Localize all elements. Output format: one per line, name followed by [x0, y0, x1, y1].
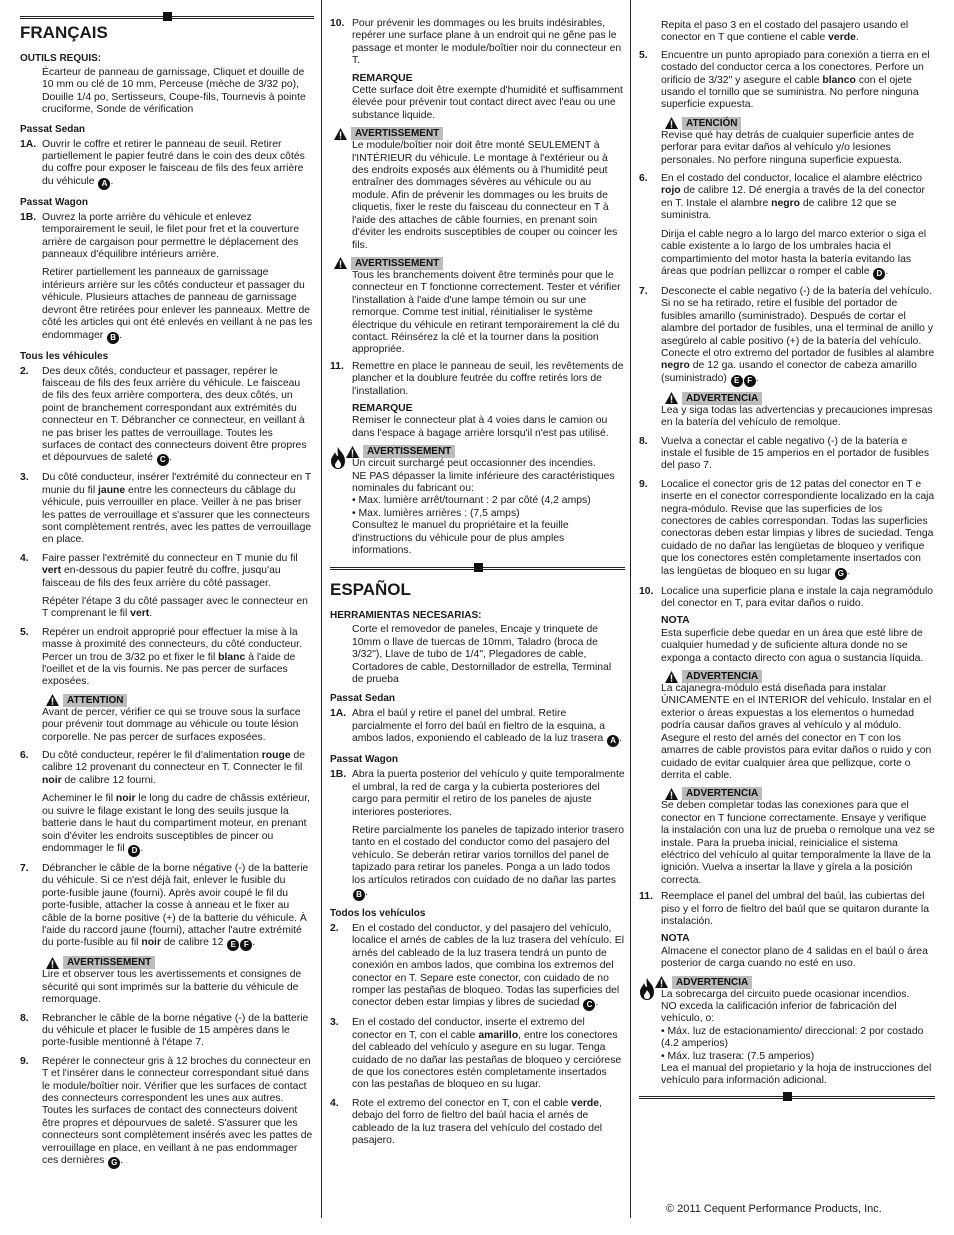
step-text: en-dessous du papier feutré du coffre, jusqu'au faisceau de fils des feux arrière du côté passager. [42, 565, 281, 589]
step-number: 7. [20, 862, 29, 874]
step-text: le long du cadre de châssis extérieur, ou suivre le filage existant le long des seuils jusque la batterie dans le haut du compartiment moteur, en prenant soin d'éviter les endroits susceptibles de pincer ou endommager le fil [42, 793, 310, 854]
step-text: de 12 ga. usando el conector de cabeza amarillo (suministrado) [661, 360, 917, 384]
warning-title: ATTENTION [63, 694, 127, 707]
badge-c: C [157, 454, 169, 466]
step-text: Du côté conducteur, repérer le fil d'alimentation [42, 750, 262, 762]
warning-icon [665, 117, 678, 129]
step-number: 11. [330, 360, 344, 372]
step-number: 3. [330, 1017, 339, 1029]
wire-color: noir [42, 774, 62, 786]
warning-text: Lire et observer tous les avertissements et consignes de sécurité qui sont imprimés sur la batterie du véhicule de remorquage. [42, 969, 302, 1006]
warning-bullet: • Máx. luz de estacionamiento/ direccional: 2 por costado (4.2 amperios) [661, 1025, 924, 1050]
warning-icon [665, 392, 678, 404]
step-1b: 1B. Ouvrez la porte arrière du véhicule et enlevez temporairement le seuil, le filet pour fret et la couverture arrière de cargaison pour permettre le déplacement des panneaux d'équilibre intérieurs arrière. Retirer partiellement les panneaux de garnissage intérieurs arrière sur les côtés conducteur et passager du véhicule. Plusieurs attaches de panneau de garnissage devront être retirées pour enlever les panneaux. Mettre de côté les articles qui ont été enlevés en veillant à ne pas les endommager B . [20, 211, 313, 342]
step-text: Des deux côtés, conducteur et passager, repérer le faisceau de fils des feux arrière du véhicule. Le faisceau de fils des feux arrière comportera, des deux côtés, un point de branchement correspondant aux extrémités du connecteur en T. Débrancher ce connecteur, en veillant à ne pas briser les pattes de verrouillage. Toutes les surfaces de contact des connecteurs doivent être propres et dépourvues de saleté [42, 365, 307, 464]
attention-label [46, 694, 314, 707]
column-2 [330, 18, 625, 1147]
section-rule [20, 16, 314, 19]
badge-e: E [227, 939, 239, 951]
step-9: 9. Repérer le connecteur gris à 12 broches du connecteur en T et l'insérer dans le connecteur correspondant situé dans le module/boîtier noir. Vérifier que les surfaces de contact des connecteurs correspondent les unes aux autres. Toutes les surfaces de contact des connecteurs doivent être propres et dépourvues de saleté. S'assurer que les connecteurs sont complètement insérés avec les pattes de verrouillage en place, en veillant à ne pas endommager ces dernières G . [20, 1055, 313, 1168]
warning-text: Tous les branchements doivent être terminés pour que le connecteur en T fonctionne correctement. Tester et vérifier l'installation à l'aide d'une lampe témoin ou sur une remorque. Comme test initial, réinitialiser le système électrique du véhicule en retirant temporairement la clé du contact. Réinsérez la clé et la tourner dans la position appropriée. [352, 269, 621, 356]
note-text: Cette surface doit être exempte d'humidité et suffisamment élevée pour prévenir tout contact direct avec l'eau ou une substance liquide. [352, 85, 623, 121]
step-1a: 1A. Ouvrir le coffre et retirer le panneau de seuil. Retirer partiellement le papier feutré dans le coin des deux côtés du coffre pour exposer le faisceau de fils des feux arrière du véhicule A . [20, 138, 305, 188]
copyright: © 2011 Cequent Performance Products, Inc. [666, 1203, 882, 1215]
step-number: 6. [639, 173, 648, 185]
step-number: 1B. [20, 211, 37, 223]
wire-color: negro [661, 360, 690, 372]
badge-b: B [353, 889, 365, 901]
wire-color: verde [828, 32, 856, 44]
warning-text: NE PAS dépasser la limite inférieure des caractéristiques nominales du fabricant ou: [352, 470, 615, 494]
step-text: de calibre 12 que se suministra. [661, 197, 897, 222]
step-number: 6. [20, 750, 29, 762]
step-2: 2. Des deux côtés, conducteur et passager, repérer le faisceau de fils des feux arrière du véhicule. Le faisceau de fils des feux arrière comportera, des deux côtés, un point de branchement correspondant aux extrémités du connecteur en T. Débrancher ce connecteur, en veillant à ne pas briser les pattes de verrouillage. Toutes les surfaces de contact des connecteurs doivent être propres et dépourvues de saleté C . [20, 365, 307, 465]
warning-title: ATENCIÓN [682, 117, 741, 130]
step-text: Localice una superficie plana e instale la caja negramódulo del conector en T, para evitar daños o ruido. [661, 585, 934, 610]
badge-e: E [731, 375, 743, 387]
badge-f: F [240, 939, 252, 951]
step-number: 8. [639, 435, 648, 447]
step-number: 7. [639, 285, 648, 297]
warning-text: La cajanegra-módulo está diseñada para instalar ÚNICAMENTE en el INTERIOR del vehículo. Instalar en el exterior o áreas expuestas a los elementos o humedad podría causar daños graves al vehículo y al módulo. Asegure el resto del arnés del conector en T con los amarres de cable provistos para evitar daños o ruido y con cuidado de evitar cualquier área que pellizque, corte o derrita el cable. [661, 683, 932, 781]
step-text: Dirija el cable negro a lo largo del marco exterior o siga el cable existente a lo largo de los umbrales hacia el compartimiento del motor hasta la batería evitando las áreas que podrían pellizcar o romper el cable [661, 228, 927, 277]
wire-color: blanc [218, 651, 246, 663]
step-number: 2. [20, 365, 29, 377]
step-2: 2. En el costado del conductor, y del pasajero del vehículo, localice el arnés de cables de la luz trasera del vehículo. El arnés del cableado de la luz trasera tendrá un punto de conexión en ambos lados, que combina los extremos del conector en T. Separe este conector, con cuidado de no romper las pestañas de bloqueo. Todas las superficies del conector deben estar limpias y libres de suciedad C . [330, 922, 625, 1010]
badge-g: G [835, 568, 847, 580]
french-title: FRANÇAIS [20, 23, 108, 42]
step-1b: 1B. Abra la puerta posterior del vehículo y quite temporalmente el umbral, la red de carga y la cubierta posteriores del cargo para permitir el retiro de los paneles de ajuste interiores posteriores. Retire parcialmente los paneles de tapizado interior trasero tanto en el costado del conductor como del pasajero del vehículo. Se deberán retirar varios tornillos del panel de tapizado para retirar los paneles. Ponga a un lado todos los artículos retirados con cuidado de no dañar las partes B . [330, 769, 625, 899]
step-number: 1B. [330, 769, 347, 781]
warning-label [346, 445, 625, 458]
note-label: REMARQUE [352, 402, 413, 414]
warning-title: ADVERTENCIA [682, 670, 762, 683]
wire-color: rojo [661, 185, 681, 197]
wire-color: noir [141, 937, 161, 949]
wire-color: amarillo [478, 1029, 519, 1041]
step-number: 9. [639, 478, 648, 490]
badge-g: G [108, 1157, 120, 1169]
warning-icon [334, 128, 347, 140]
step-8 [639, 436, 935, 473]
warning-title: AVERTISSEMENT [351, 127, 443, 140]
badge-d: D [128, 845, 140, 857]
step-text: de calibre 12 fourni. [61, 774, 156, 786]
warning-text: Un circuit surchargé peut occasionner des incendies. [352, 458, 596, 470]
step-text: . [149, 608, 153, 620]
wire-color: blanco [822, 74, 856, 86]
step-number: 8. [20, 1012, 29, 1024]
step-9: 9. Localice el conector gris de 12 patas del conector en T e inserte en el conector correspondiente localizado en la caja negra-módulo. Revise que las superficies de los conectores de cables correspondan. Todas las superficies conectoras deben estar limpias y libres de suciedad. Tenga cuidado de no dañar las lengüetas de bloqueo y verifique que los conectores estén completamente insertados con las lengüetas de bloqueo en su lugar G . [639, 478, 935, 578]
spanish-title: ESPAÑOL [330, 580, 411, 600]
step-text: Reemplace el panel del umbral del baúl, las cubiertas del piso y el forro de fieltro del baúl que se quitaron durante la instalación. [661, 891, 930, 927]
column-divider [630, 0, 631, 1218]
wire-color: vert [130, 608, 150, 620]
wagon-label: Passat Wagon [330, 754, 398, 766]
warning-text: NO exceda la calificación inferior de fabricación del vehículo, o: [661, 1001, 897, 1025]
warning-label [665, 392, 935, 405]
step-text: Repérer le connecteur gris à 12 broches du connecteur en T et l'insérer dans le connecteur correspondant situé dans le module/boîtier noir. Vérifier que les surfaces de contact des connecteurs correspondent les unes aux autres. Toutes les surfaces de contact des connecteurs doivent être propres et dépourvues de saleté. S'assurer que les connecteurs sont complètement insérés avec les pattes de verrouillage en place, en veillant à ne pas endommager ces dernières [42, 1055, 313, 1167]
warning-title: AVERTISSEMENT [63, 956, 155, 969]
warning-bullet: • Máx. luz trasera: (7.5 amperios) [661, 1050, 815, 1062]
step-text: Repita el paso 3 en el costado del pasajero usando el conector en T que contiene el cable [661, 20, 909, 44]
wagon-label: Passat Wagon [20, 196, 88, 208]
sedan-label: Passat Sedan [20, 123, 86, 135]
warning-title: ADVERTENCIA [672, 976, 752, 989]
step-text: Repérer un endroit approprié pour effectuer la mise à la masse à proximité des connecteurs, du côté conducteur. Percer un trou de 3/32 po et fixer le fil [42, 626, 302, 663]
warning-icon [46, 957, 59, 969]
step-text: En el costado del conductor, localice el alambre eléctrico [661, 173, 923, 185]
step-10 [330, 18, 625, 68]
warning-label [46, 956, 314, 969]
step-text: Rebrancher le câble de la borne négative (-) de la batterie du véhicule et placer le fusible de 15 ampères dans le porte-fusible mentionné à l'étape 7. [42, 1012, 309, 1049]
warning-text: La sobrecarga del circuito puede ocasionar incendios. [661, 988, 910, 1000]
step-11 [639, 891, 935, 928]
warning-bullet: • Max. lumière arrêt/tournant : 2 par côté (4,2 amps) [352, 495, 591, 507]
warning-icon [655, 976, 668, 988]
wire-color: noir [115, 793, 136, 805]
badge-a: A [98, 178, 110, 190]
warning-title: ADVERTENCIA [682, 787, 762, 800]
step-number: 11. [639, 891, 653, 903]
all-vehicles-label: Tous les véhicules [20, 350, 109, 362]
badge-f: F [744, 375, 756, 387]
badge-b: B [107, 332, 119, 344]
step-8 [20, 1013, 314, 1050]
step-text: Ouvrez la porte arrière du véhicule et enlevez temporairement le seuil, le filet pour fret et la couverture arrière de cargaison pour permettre le déplacement des panneaux d'équilibre intérieurs arrière. [42, 211, 300, 261]
warning-text: Le module/boîtier noir doit être monté SEULEMENT à l'INTÉRIEUR du véhicule. Le montage à l'extérieur ou à des endroits exposés aux éléments ou à l'humidité peut entraîner des dommages sévères au véhicule ou au module. Afin de prévenir les dommages ou les bruits de cliquetis, fixer le reste du faisceau du connecteur en T à l'aide des attaches de câble fournies, en prenant soin d'éviter les endroits susceptibles de couper ou coincer les fils. [352, 140, 618, 251]
step-5 [639, 50, 935, 112]
step-10 [639, 586, 935, 611]
step-number: 5. [639, 49, 648, 61]
step-6: 6. En el costado del conductor, localice el alambre eléctrico rojo de calibre 12. Dé energía a través de la del conector en T. Instale el alambre negro de calibre 12 que se suministra. Dirija el cable negro a lo largo del marco exterior o siga el cable existente a lo largo de los umbrales hacia el compartimiento del motor hasta la batería evitando las áreas que podrían pellizcar o romper el cable D . [639, 173, 927, 278]
step-4 [20, 553, 314, 621]
step-number: 10. [639, 585, 654, 597]
fire-icon [637, 977, 657, 1005]
step-3 [20, 472, 314, 546]
note-text: Esta superficie debe quedar en un área que esté libre de cualquier humedad y de suficiente altura donde no se exponga a contacto directo con agua o sustancia líquida. [661, 627, 924, 664]
step-number: 9. [20, 1055, 29, 1067]
step-text: En el costado del conductor, inserte el extremo del conector en T, con el cable [352, 1017, 585, 1041]
warning-label [334, 127, 625, 140]
step-4 [330, 1098, 625, 1148]
step-11 [330, 361, 625, 398]
step-text: , entre los conectores del cableado del vehículo y asegure en su lugar. Tenga cuidado de no dañar las pestañas de bloqueo y cerciórese de que los conectores estén completamente insertados con las pestañas de bloqueo en su lugar. [352, 1029, 622, 1091]
step-text: Rote el extremo del conector en T, con el cable [352, 1097, 572, 1109]
step-text: Abra la puerta posterior del vehículo y quite temporalmente el umbral, la red de carga y la cubierta posteriores del cargo para permitir el retiro de los paneles de ajuste interiores posteriores. [352, 769, 625, 818]
wire-color: rouge [261, 750, 291, 762]
step-text: Encuentre un punto apropiado para conexión a tierra en el costado del conductor cerca a los conectores. Perfore un orificio de 3/32" y asegure el cable [661, 49, 930, 86]
warning-label [665, 670, 935, 683]
french-column-1 [20, 16, 314, 1169]
warning-text: Revise qué hay detrás de cualquier superficie antes de perforar para evitar daños al vehículo y/o lesiones personales. No perfore ninguna superficie expuesta. [661, 129, 914, 166]
warning-text: Consultez le manuel du propriétaire et la feuille d'instructions du véhicule pour de plus amples informations. [352, 520, 569, 557]
step-text: Abra el baúl y retire el panel del umbral. Retire parcialmente el forro del baúl en fieltro de la esquina, a ambos lados, exponiendo el cableado de la luz trasera [352, 708, 605, 745]
step-text: de calibre 12. Dé energía a través de la del conector en T. Instale el alambre [661, 185, 925, 209]
badge-d: D [873, 268, 885, 280]
step-1a: 1A. Abra el baúl y retire el panel del umbral. Retire parcialmente el forro del baúl en fieltro de la esquina, a ambos lados, exponiendo el cableado de la luz trasera A . [330, 708, 623, 746]
warning-icon [346, 446, 359, 458]
tools-label: OUTILS REQUIS: [20, 53, 102, 64]
step-text: Remettre en place le panneau de seuil, les revêtements de plancher et la doublure feutrée du coffre retirés lors de l'installation. [352, 360, 624, 397]
step-text: à l'aide de l'oeillet et de la vis fournis. Ne pas percer de surfaces exposées. [42, 651, 296, 688]
warning-text: Lea el manual del propietario y la hoja de instrucciones del vehículo para información adicional. [661, 1063, 932, 1087]
step-text: de calibre 12 provenant du connecteur en T. Connecter le fil [42, 750, 306, 774]
warning-icon [334, 257, 347, 269]
step-text: Ouvrir le coffre et retirer le panneau de seuil. Retirer partiellement le papier feutré dans le coin des deux côtés du coffre pour exposer le faisceau de fils des feux arrière du véhicule [42, 138, 305, 187]
warning-title: AVERTISSEMENT [363, 445, 455, 458]
section-rule [639, 1096, 935, 1099]
note-label: REMARQUE [352, 72, 413, 84]
tools-list: Corte el removedor de paneles, Encaje y trinquete de 10mm o llave de tuercas de 10mm, Taladro (broca de 3/32"), Llave de tubo de 1/4", Plegadores de cable, Cortadores de cable, Destornillador de estrella, Terminal de prueba [352, 624, 612, 686]
step-7: 7. Débrancher le câble de la borne négative (-) de la batterie du véhicule. Si ce n'est déjà fait, enlever le fusible du porte-fusible jaune (fourni). Après avoir coupé le fil du porte-fusible, attacher la cosse à anneau et le fixer au câble de la borne positive (+) de la batterie du véhicule. À l'aide du raccord jaune (fourni), attacher l'autre extrémité du porte-fusible au fil noir de calibre 12 E F . [20, 862, 309, 950]
warning-label [665, 787, 935, 800]
warning-icon [665, 788, 678, 800]
wire-color: negro [771, 197, 801, 209]
step-text: Retirer partiellement les panneaux de garnissage intérieurs arrière sur les côtés conducteur et passager du véhicule. Plusieurs attaches de panneau de garnissage devront être retirées pour enlever les panneaux. Mettre de côté les articles qui ont été enlevés en veillant à ne pas les endommager [42, 267, 313, 341]
step-text: entre les connecteurs du câblage du véhicule, puis verrouiller en place. Veiller à ne pas briser les pattes de verrouillage et s'assurer que les connecteurs sont complètement rentrés, avec les pattes de verrouillage en place. [42, 484, 312, 546]
step-number: 10. [330, 18, 345, 29]
step-text: Pour prévenir les dommages ou les bruits indésirables, repérer une surface plane à un endroit qui ne gêne pas le passage et monter le module/boîtier noir du connecteur en T. [352, 18, 622, 67]
warning-icon [665, 671, 678, 683]
wire-color: vert [42, 565, 62, 577]
step-text: En el costado del conductor, y del pasajero del vehículo, localice el arnés de cables de la luz trasera del vehículo. El arnés del cableado de la luz trasera tendrá un punto de conexión en ambos lados, que combina los extremos del conector en T. Separe este conector, con cuidado de no romper las pestañas de bloqueo. Todas las superficies del conector deben estar limpias y libres de suciedad [352, 922, 625, 1009]
step-text: , debajo del forro de fieltro del baúl hacia el arnés de cableado de la luz trasera del vehículo del costado del pasajero. [352, 1097, 603, 1147]
section-rule [330, 567, 625, 570]
step-4-continued [661, 20, 935, 45]
step-number: 3. [20, 472, 29, 484]
step-text: Localice el conector gris de 12 patas del conector en T e inserte en el conector correspondiente localizado en la caja negra-módulo. Revise que las superficies de los conectores de cables correspondan. Todas las superficies conectoras deben estar limpias y libres de suciedad. Tenga cuidado de no dañar las lengüetas de bloqueo y verifique que los conectores estén completamente insertados con las lengüetas de bloqueo en su lugar [661, 478, 935, 577]
step-number: 4. [330, 1097, 339, 1109]
step-number: 4. [20, 552, 29, 564]
step-text: Faire passer l'extrémité du connecteur en T munie du fil [42, 552, 298, 564]
warning-title: AVERTISSEMENT [351, 257, 443, 270]
spanish-column-3 [639, 20, 935, 1099]
all-vehicles-label: Todos los vehículos [330, 907, 426, 919]
warning-text: Lea y siga todas las advertencias y precauciones impresas en la batería del vehículo de remolque. [661, 404, 933, 429]
step-7: 7. Desconecte el cable negativo (-) de la batería del vehículo. Si no se ha retirado, retire el fusible del portador de fusibles amarillo (suministrado). Después de cortar el alambre del portador de fusibles, una el terminal de anillo y asegúrelo al cable positivo (+) de la batería del vehículo. Conecte el otro extremo del portador de fusibles al alambre negro de 12 ga. usando el conector de cabeza amarillo (suministrado) E F . [639, 285, 935, 385]
tools-list: Écarteur de panneau de garnissage, Cliquet et douille de 10 mm ou clé de 10 mm, Perceuse (mèche de 3/32 po), Douille 1/4 po, Sertisseurs, Coupe-fils, Tournevis à pointe cruciforme, Sonde de vérification [42, 67, 306, 116]
note-text: Remiser le connecteur plat à 4 voies dans le camion ou dans l'espace à bagage arrière lorsqu'il n'est pas utilisé. [352, 415, 609, 439]
step-5 [20, 627, 314, 689]
note-label: NOTA [661, 933, 690, 945]
step-text: Du côté conducteur, insérer l'extrémité du connecteur en T munie du fil [42, 472, 312, 496]
step-text: Acheminer le fil [42, 793, 116, 805]
warning-bullet: • Max. lumières arrières : (7,5 amps) [352, 507, 520, 519]
warning-icon [46, 694, 59, 706]
column-divider [321, 0, 322, 1218]
warning-label [334, 257, 625, 270]
wire-color: verde [571, 1097, 600, 1109]
warning-title: ADVERTENCIA [682, 392, 762, 405]
step-text: . [855, 32, 859, 44]
step-number: 1A. [330, 708, 347, 720]
warning-label [655, 976, 935, 989]
step-text: con el ojete usando el tornillo que se suministra. No perfore ninguna superficie expuesta. [661, 74, 919, 111]
sedan-label: Passat Sedan [330, 693, 396, 705]
step-number: 2. [330, 922, 339, 934]
step-text: Vuelva a conectar el cable negativo (-) de la batería e instale el fusible de 15 amperios en el portador de fusibles del paso 7. [661, 435, 930, 472]
step-text: Répéter l'étape 3 du côté passager avec le connecteur en T comprenant le fil [42, 596, 308, 620]
attention-label [665, 117, 935, 130]
step-text: Desconecte el cable negativo (-) de la batería del vehículo. Si no se ha retirado, retire el fusible del portador de fusibles amarillo (suministrado). Después de cortar el alambre del portador de fusibles, una el terminal de anillo y asegúrelo al cable positivo (+) de la batería del vehículo. Conecte el otro extremo del portador de fusibles al alambre [661, 285, 935, 359]
warning-text: Avant de percer, vérifier ce qui se trouve sous la surface pour prévenir tout dommage au véhicule ou toute lésion corporelle. Ne pas percer de surfaces exposées. [42, 706, 301, 743]
step-text: de calibre 12 [160, 937, 224, 949]
step-3 [330, 1017, 625, 1091]
note-text: Almacene el conector plano de 4 salidas en el baúl o área posterior de carga cuando no esté en uso. [661, 945, 928, 970]
badge-a: A [607, 735, 619, 747]
tools-label: HERRAMIENTAS NECESARIAS: [330, 610, 482, 622]
note-label: NOTA [661, 615, 690, 627]
fire-icon [328, 446, 348, 474]
step-text: Débrancher le câble de la borne négative (-) de la batterie du véhicule. Si ce n'est déjà fait, enlever le fusible du porte-fusible jaune (fourni). Après avoir coupé le fil du porte-fusible, attacher la cosse à anneau et le fixer au câble de la borne positive (+) de la batterie du véhicule. À l'aide du raccord jaune (fourni), attacher l'autre extrémité du porte-fusible au fil [42, 862, 309, 949]
wire-color: jaune [98, 484, 126, 496]
step-number: 1A. [20, 138, 37, 150]
step-6: 6. Du côté conducteur, repérer le fil d'alimentation rouge de calibre 12 provenant du connecteur en T. Connecter le fil noir de calibre 12 fourni. Acheminer le fil noir le long du cadre de châssis extérieur, ou suivre le filage existant le long des seuils jusque la batterie dans le haut du compartiment moteur, en prenant soin d'éviter les endroits susceptibles de pincer ou endommager le fil D . [20, 750, 310, 855]
badge-c: C [583, 999, 595, 1011]
step-text: Retire parcialmente los paneles de tapizado interior trasero tanto en el costado del conductor como del pasajero del vehículo. Se deberán retirar varios tornillos del panel de tapizado para retirar los paneles. Ponga a un lado todos los artículos retirados con cuidado de no dañar las partes [352, 824, 625, 886]
warning-text: Se deben completar todas las conexiones para que el conector en T funcione correctamente. Ensaye y verifique la instalación con una luz de prueba o remolque una vez se instale. Para la prueba inicial, reinicialice el sistema eléctrico del vehículo al quitar temporalmente la llave de la ignición. Vuelva a insertar la llave y gírela a la posición correcta. [661, 800, 935, 886]
step-number: 5. [20, 626, 29, 638]
